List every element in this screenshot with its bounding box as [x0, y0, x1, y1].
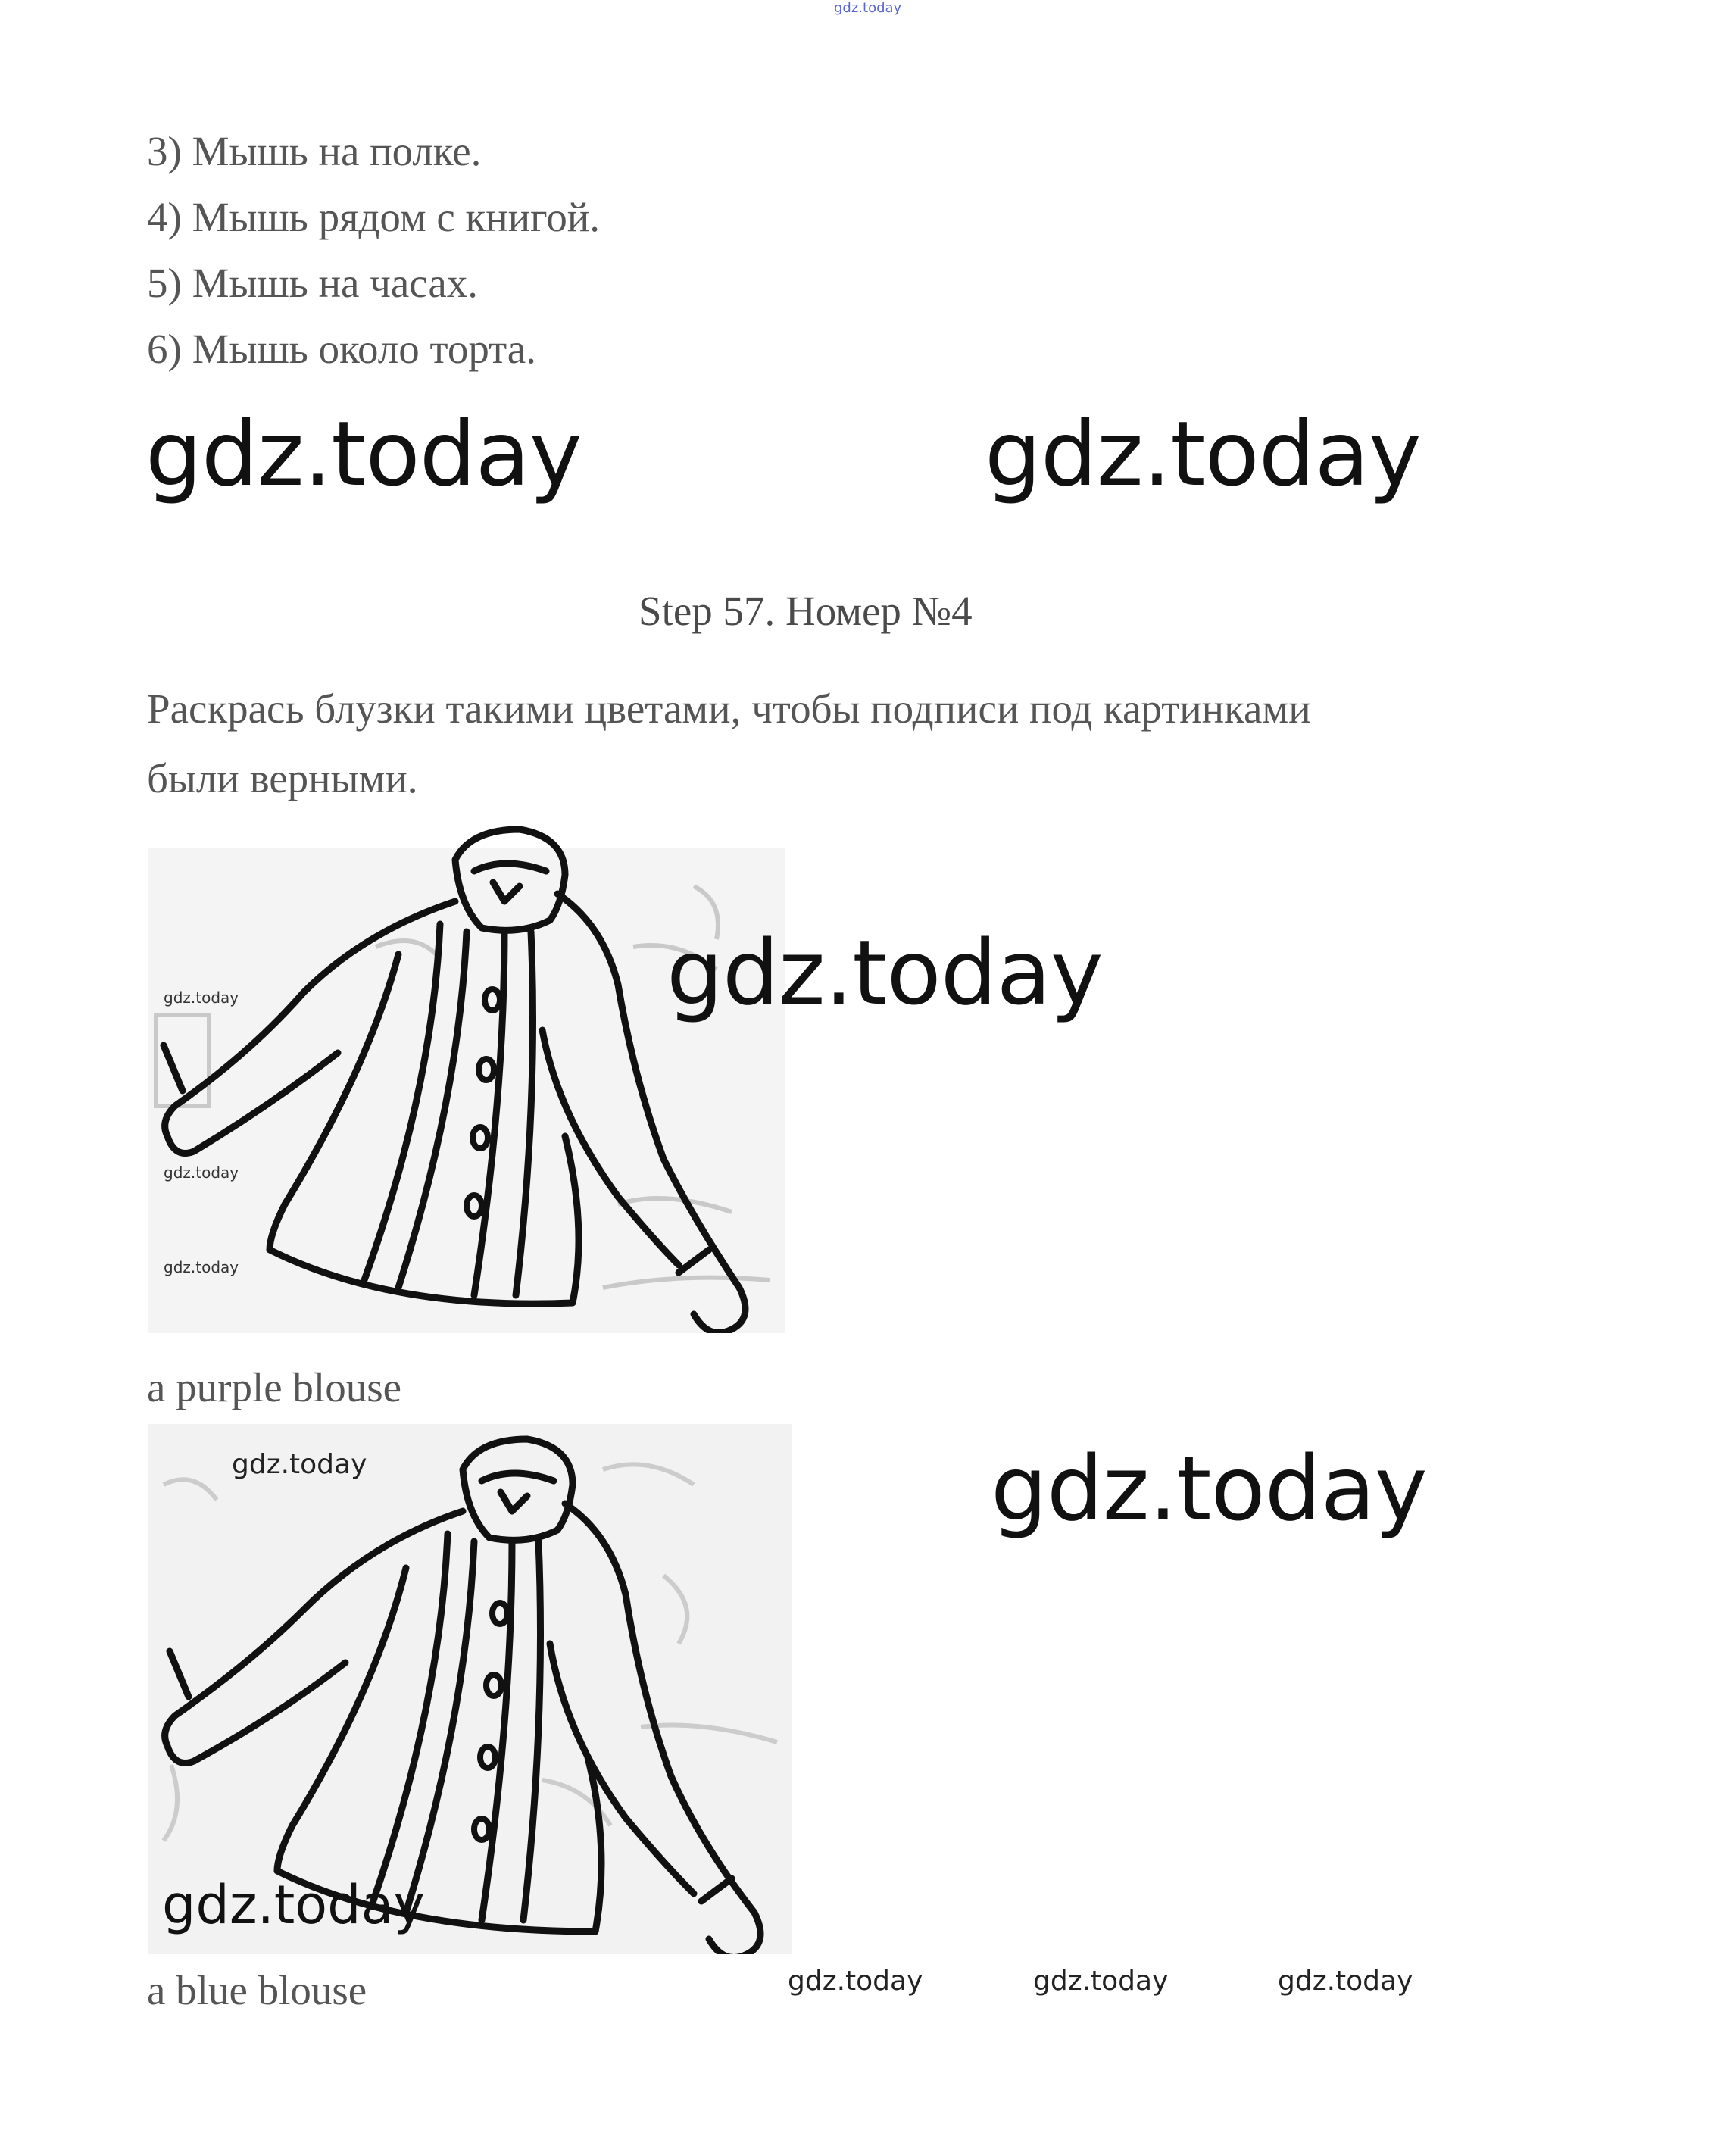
answer-line-5: 5) Мышь на часах. — [147, 260, 479, 306]
section-title: Step 57. Номер №4 — [639, 588, 973, 634]
watermark-large: gdz.today — [667, 920, 1103, 1025]
caption-blue-blouse: a blue blouse — [147, 1967, 367, 2013]
answer-line-3: 3) Мышь на полке. — [147, 128, 482, 174]
watermark-small: gdz.today — [1033, 1966, 1169, 1997]
caption-purple-blouse: a purple blouse — [147, 1364, 402, 1410]
answer-line-4: 4) Мышь рядом с книгой. — [147, 194, 601, 240]
watermark-small: gdz.today — [788, 1966, 923, 1997]
blouse-picture-purple — [148, 818, 785, 1333]
instruction-line: были верными. — [147, 755, 418, 801]
instruction-line: Раскрась блузки такими цветами, чтобы подписи под картинками — [147, 685, 1311, 732]
watermark-small: gdz.today — [164, 988, 239, 1007]
watermark-medium: gdz.today — [232, 1449, 367, 1480]
answer-line-6: 6) Мышь около торта. — [147, 326, 536, 372]
watermark-small: gdz.today — [164, 1163, 239, 1182]
watermark-small: gdz.today — [164, 1258, 239, 1276]
watermark-large: gdz.today — [991, 1436, 1427, 1541]
watermark-small: gdz.today — [1278, 1966, 1413, 1997]
watermark-large: gdz.today — [985, 401, 1421, 506]
watermark-large: gdz.today — [145, 401, 582, 506]
watermark-medium: gdz.today — [162, 1874, 425, 1936]
blouse-drawing-icon — [148, 818, 785, 1333]
header-watermark: gdz.today — [834, 0, 902, 16]
